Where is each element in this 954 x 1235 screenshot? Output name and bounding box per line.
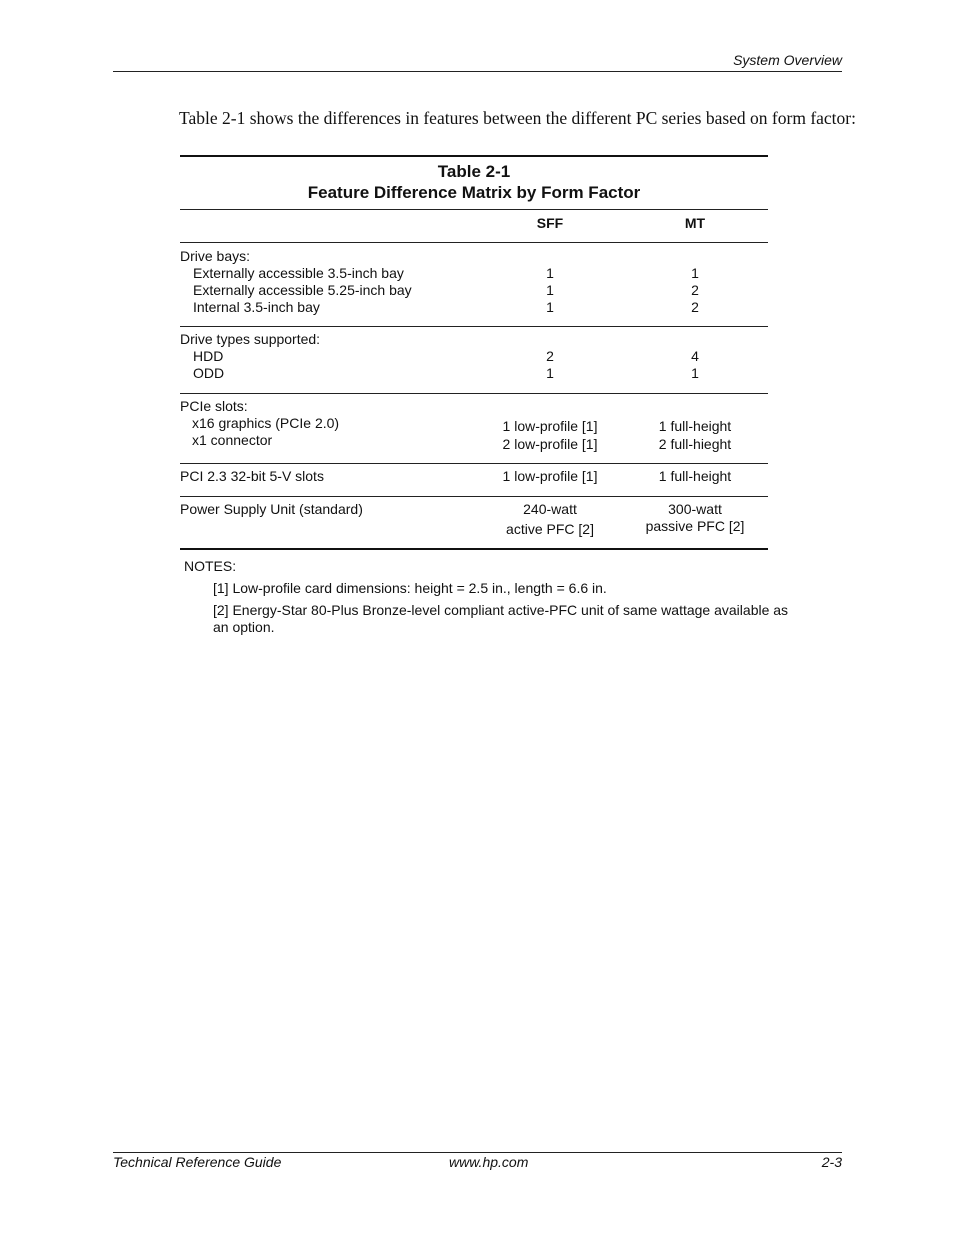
table-row-pcie-slots <box>180 394 768 463</box>
table-row-drive-bays <box>180 243 768 326</box>
cell-mt: 300-watt <box>668 501 722 517</box>
sub-label: Externally accessible 3.5-inch bay <box>193 265 404 281</box>
caption-number: Table 2-1 <box>437 162 511 181</box>
row-label: Drive bays: <box>180 248 251 264</box>
column-header-mt: MT <box>684 215 706 231</box>
cell-mt: 2 <box>691 299 699 315</box>
caption-title: Feature Difference Matrix by Form Factor <box>307 183 641 202</box>
footer-url: www.hp.com <box>449 1154 529 1170</box>
section-title: System Overview <box>733 52 842 68</box>
sub-label: Externally accessible 5.25-inch bay <box>193 282 412 298</box>
row-label: PCIe slots: <box>180 398 248 414</box>
table-row-power-supply <box>180 497 768 548</box>
cell-mt: 1 <box>691 265 699 281</box>
table-bottom-rule <box>180 548 768 550</box>
cell-sff: 240-watt <box>523 501 577 517</box>
sub-label: HDD <box>193 348 224 364</box>
cell-mt: 4 <box>691 348 699 364</box>
sub-label: x1 connector <box>192 432 273 448</box>
cell-sff: 2 low-profile [1] <box>502 436 598 452</box>
sub-label: x16 graphics (PCIe 2.0) <box>192 415 340 431</box>
note-item: [1] Low-profile card dimensions: height = 2.5 in., length = 6.6 in. <box>213 580 607 596</box>
table-caption <box>180 157 768 209</box>
cell-mt: 2 <box>691 282 699 298</box>
cell-sff: 1 low-profile [1] <box>502 418 598 434</box>
column-header-row <box>180 210 768 242</box>
header-rule <box>113 71 842 72</box>
cell-mt: passive PFC [2] <box>645 518 745 534</box>
feature-table <box>180 155 768 550</box>
cell-mt: 1 <box>691 365 699 381</box>
table-row-pci-slots <box>180 464 768 496</box>
footer-rule <box>113 1152 842 1153</box>
cell-sff: 1 low-profile [1] <box>502 468 598 484</box>
cell-sff: active PFC [2] <box>506 521 594 537</box>
row-label: Drive types supported: <box>180 331 321 347</box>
row-label: PCI 2.3 32-bit 5-V slots <box>180 468 324 484</box>
cell-sff: 1 <box>546 299 554 315</box>
page-number: 2-3 <box>821 1154 842 1170</box>
cell-sff: 1 <box>546 365 554 381</box>
sub-label: Internal 3.5-inch bay <box>193 299 320 315</box>
row-label: Power Supply Unit (standard) <box>180 501 363 517</box>
column-header-sff: SFF <box>536 215 564 231</box>
footer-title: Technical Reference Guide <box>113 1154 282 1170</box>
cell-sff: 1 <box>546 282 554 298</box>
intro-paragraph: Table 2-1 shows the differences in features between the different PC series based on form factor: <box>179 108 856 128</box>
cell-mt: 2 full-hieght <box>658 436 732 452</box>
cell-mt: 1 full-height <box>658 418 732 434</box>
cell-sff: 2 <box>546 348 554 364</box>
table-row-drive-types <box>180 327 768 393</box>
sub-label: ODD <box>193 365 225 381</box>
note-item: [2] Energy-Star 80-Plus Bronze-level compliant active-PFC unit of same wattage available as an option. <box>213 602 789 635</box>
cell-sff: 1 <box>546 265 554 281</box>
notes-heading: NOTES: <box>184 558 237 574</box>
cell-mt: 1 full-height <box>658 468 732 484</box>
